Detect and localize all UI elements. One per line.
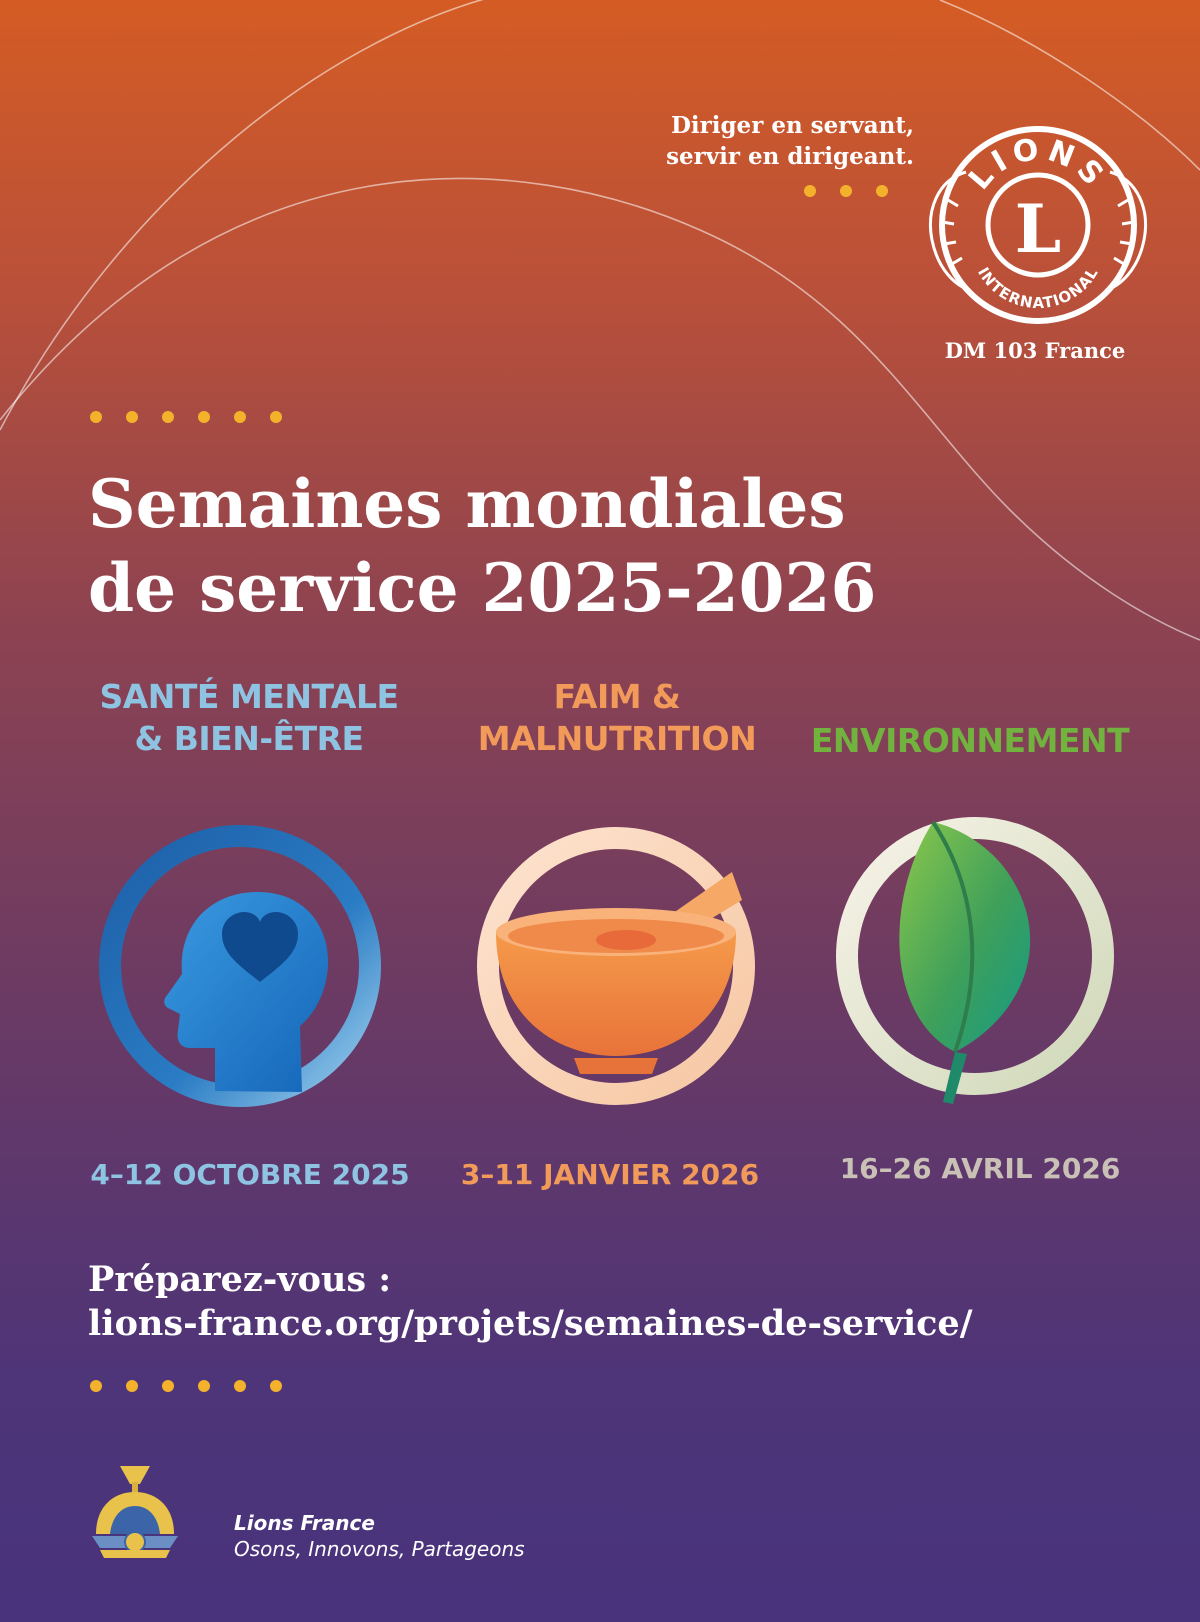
logo-bottom-text: INTERNATIONAL [974, 263, 1103, 313]
cta-label: Préparez-vous : [88, 1259, 392, 1300]
dot [90, 1380, 102, 1392]
dot [198, 1380, 210, 1392]
logo-center-letter: L [1014, 190, 1062, 268]
dot [234, 1380, 246, 1392]
motto-dots [804, 185, 888, 197]
lions-international-logo [918, 110, 1158, 340]
dot [162, 411, 174, 423]
footer-text [234, 1510, 525, 1562]
cta-url[interactable]: lions-france.org/projets/semaines-de-service/ [88, 1303, 973, 1344]
dot [126, 411, 138, 423]
theme-title-line: FAIM & [553, 677, 681, 716]
svg-text:INTERNATIONAL [974, 264, 1102, 312]
head-heart-icon [90, 816, 390, 1116]
leaf-icon [825, 816, 1125, 1116]
theme-title-line: MALNUTRITION [477, 719, 757, 758]
dot [162, 1380, 174, 1392]
dot [270, 411, 282, 423]
footer-tagline: Osons, Innovons, Partageons [234, 1537, 525, 1561]
lions-france-emblem-icon [90, 1462, 180, 1562]
dot [876, 185, 888, 197]
district-label: DM 103 France [944, 338, 1126, 363]
page-title [88, 462, 876, 630]
dot [90, 411, 102, 423]
dot [270, 1380, 282, 1392]
title-line-1: Semaines mondiales [88, 465, 846, 543]
logo-top-text: LIONS [961, 131, 1114, 197]
bottom-dots [90, 1380, 282, 1392]
dot [840, 185, 852, 197]
dot [234, 411, 246, 423]
theme-title-line: ENVIRONNEMENT [810, 721, 1130, 760]
title-line-2: de service 2025-2026 [88, 549, 877, 627]
call-to-action [88, 1258, 973, 1346]
title-dots [90, 411, 282, 423]
theme-title-hunger [452, 676, 782, 760]
theme-title-mental-health [84, 676, 414, 760]
date-hunger: 3–11 JANVIER 2026 [460, 1158, 760, 1191]
date-environment: 16–26 AVRIL 2026 [839, 1152, 1121, 1185]
motto [666, 110, 914, 172]
motto-line-2: servir en dirigeant. [666, 143, 914, 170]
date-mental-health: 4–12 OCTOBRE 2025 [90, 1158, 410, 1191]
dot [126, 1380, 138, 1392]
dot [198, 411, 210, 423]
motto-line-1: Diriger en servant, [670, 112, 914, 139]
theme-title-environment [790, 720, 1150, 762]
dot [804, 185, 816, 197]
footer-org: Lions France [234, 1511, 375, 1535]
theme-title-line: & BIEN-ÊTRE [134, 719, 364, 758]
bowl-spoon-icon [466, 816, 766, 1116]
theme-title-line: SANTÉ MENTALE [99, 677, 399, 716]
